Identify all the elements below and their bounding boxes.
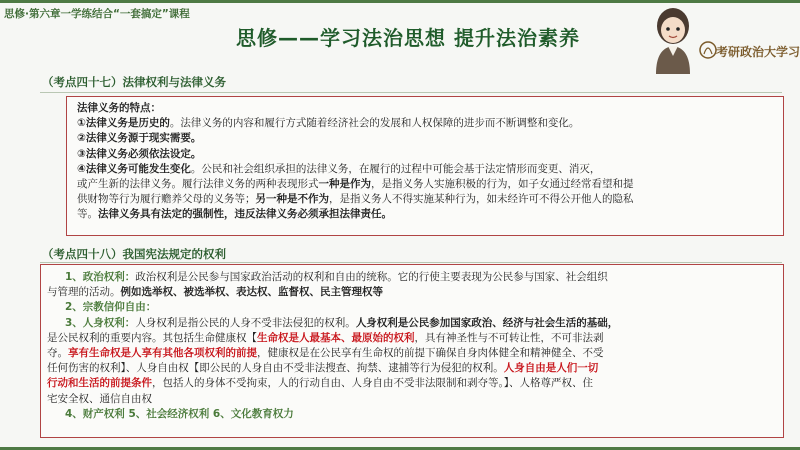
course-label: 思修·第六章一学练结合“一套搞定”课程 <box>4 8 190 20</box>
duty-point-4: ④法律义务可能发生变化。公民和社会组织承担的法律义务，在履行的过程中可能会基于法定情形而变更、消灭， <box>77 162 601 175</box>
duty-text-line: 等。法律义务具有法定的强制性，违反法律义务必须承担法律责任。 <box>77 208 392 221</box>
right-personal-cont: 宅安全权、通信自由权 <box>47 392 152 405</box>
brand-text: 考研政治大学习 <box>716 45 800 59</box>
right-personal: 3、人身权利：人身权利是指公民的人身不受非法侵犯的权利。人身权利是公民参加国家政治、经济与社会生活的基础， <box>65 316 619 329</box>
duties-subtitle: 法律义务的特点： <box>77 102 161 114</box>
duty-text-line: 供财物等行为履行赡养父母的义务等；另一种是不作为，是指义务人不得实施某种行为，如未经许可不得公开他人的隐私 <box>77 193 634 206</box>
section-heading-constitutional-rights: （考点四十八）我国宪法规定的权利 <box>42 247 226 261</box>
rights-other: 4、财产权利 5、社会经济权利 6、文化教育权力 <box>65 407 294 420</box>
right-political: 1、政治权利：政治权利是公民参与国家政治活动的权利和自由的统称。它的行使主要表现为公民参与国家、社会组织 <box>65 271 608 283</box>
duty-text-line: 或产生新的法律义务。履行法律义务的两种表现形式一种是作为，是指义务人实施积极的行为，如子女通过经常看望和提 <box>77 178 634 191</box>
right-personal-cont: 任何伤害的权利】、人身自由权【即公民的人身自由不受非法搜查、拘禁、逮捕等行为侵犯的权利。人身自由是人们一切 <box>47 362 599 375</box>
duties-features-box <box>66 96 784 236</box>
right-personal-cont: 夺。享有生命权是人享有其他各项权利的前提，健康权是在公民享有生命权的前提下确保自身肉体健全和精神健全、不受 <box>47 347 604 360</box>
duty-point-1: ①法律义务是历史的。法律义务的内容和履行方式随着经济社会的发展和人权保障的进步而不断调整和变化。 <box>77 117 580 130</box>
mascot-avatar <box>648 4 698 74</box>
duty-point-3: ③法律义务必须依法设定。 <box>77 147 202 160</box>
section-heading-rights-duties: （考点四十七）法律权利与法律义务 <box>42 75 226 89</box>
right-personal-cont: 行动和生活的前提条件，包括人的身体不受拘束，人的行动自由、人身自由不受非法限制和剥夺等。】、人格尊严权、住 <box>47 377 593 390</box>
top-accent-strip <box>0 0 800 3</box>
right-religion: 2、宗教信仰自由： <box>65 301 157 314</box>
page-title: 思修——学习法治思想 提升法治素养 <box>236 26 580 50</box>
right-personal-cont: 是公民权利的重要内容。其包括生命健康权【生命权是人最基本、最原始的权利，具有神圣性与不可转让性，不可非法剥 <box>47 331 604 344</box>
bottom-bar <box>0 440 800 450</box>
duty-point-2: ②法律义务源于现实需要。 <box>77 132 202 145</box>
right-political-cont: 与管理的活动。例如选举权、被选举权、表达权、监督权、民主管理权等 <box>47 286 383 299</box>
divider <box>40 92 782 93</box>
constitutional-rights-box <box>40 264 784 438</box>
divider <box>40 262 782 263</box>
